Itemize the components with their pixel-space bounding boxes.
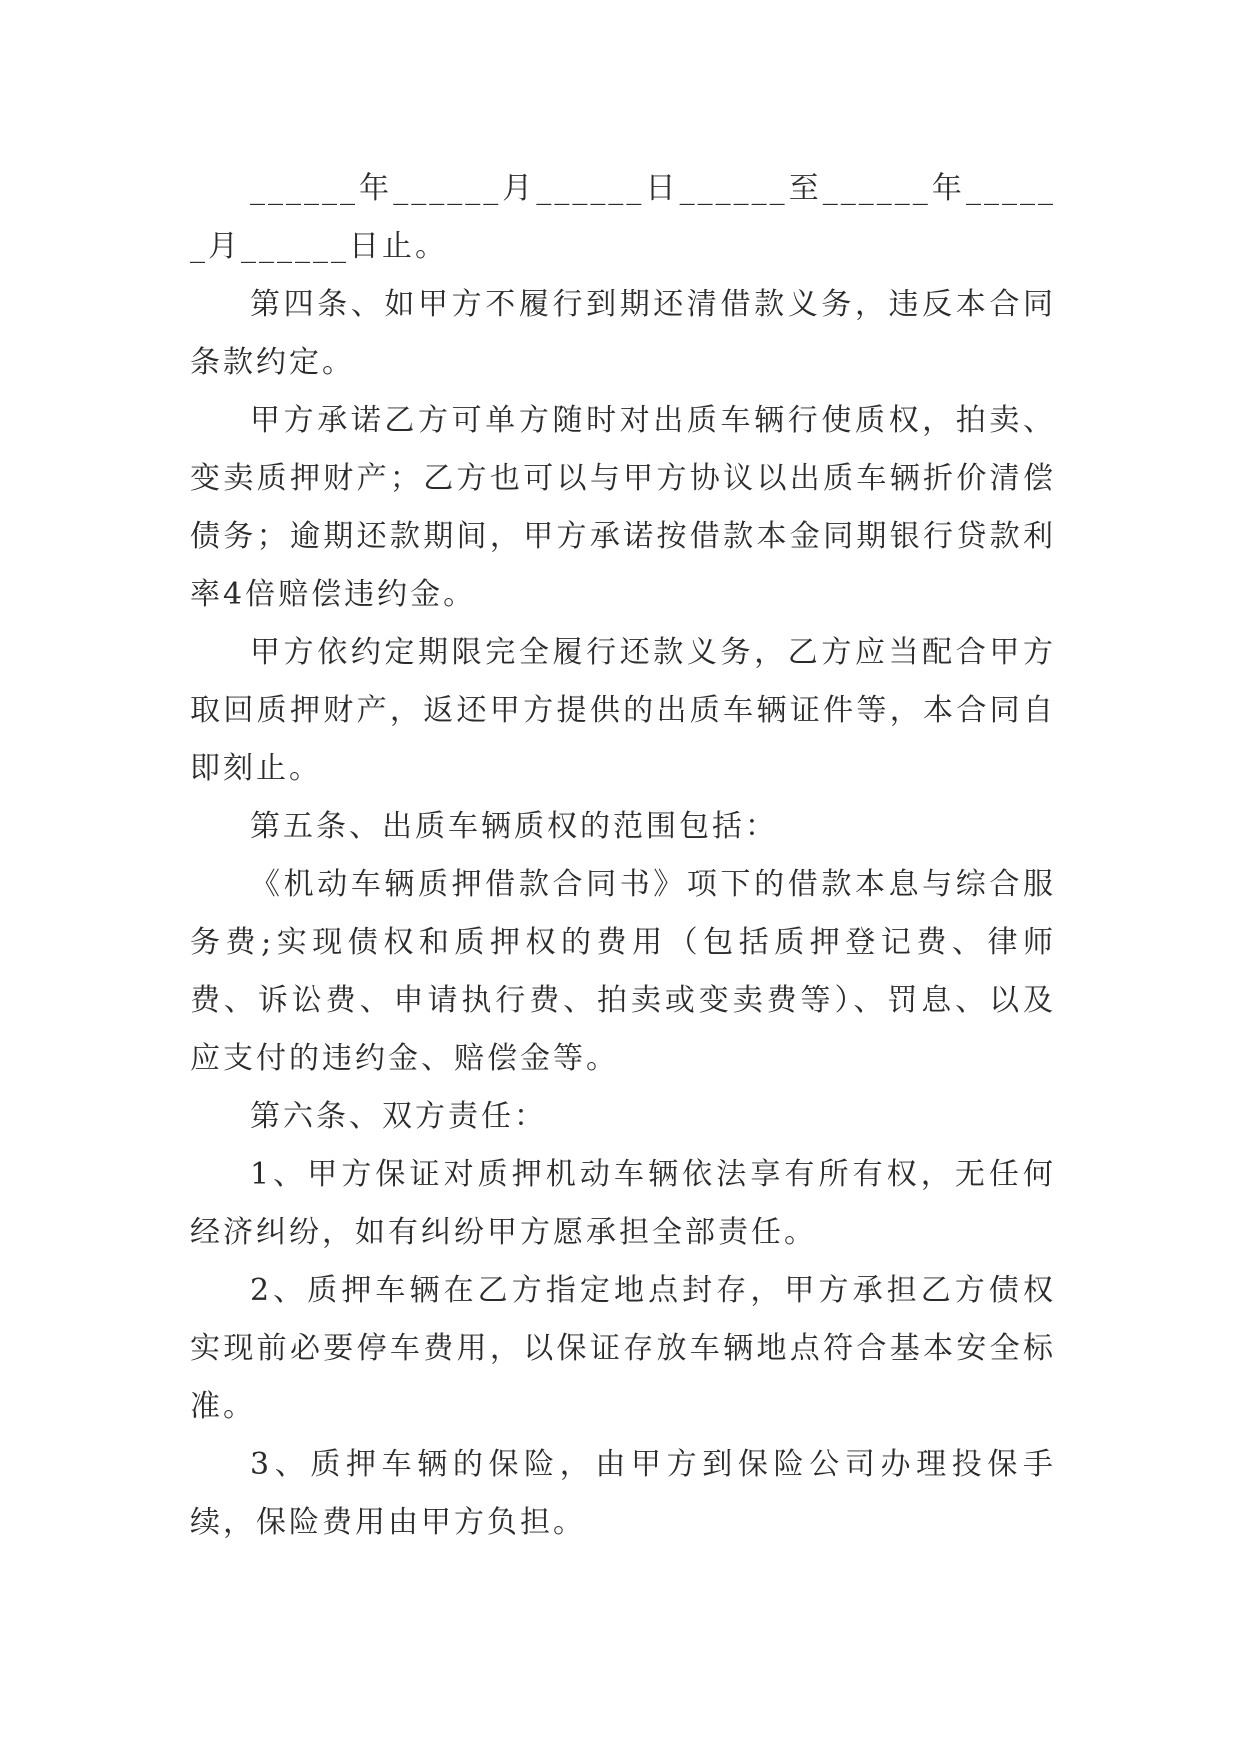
article-6-item-2: 2、质押车辆在乙方指定地点封存，甲方承担乙方债权实现前必要停车费用，以保证存放车辆地点符合基本安全标准。 xyxy=(190,1273,1056,1424)
article-4-clause-1: 甲方承诺乙方可单方随时对出质车辆行使质权，拍卖、变卖质押财产；乙方也可以与甲方协议以出质车辆折价清偿债务；逾期还款期间，甲方承诺按借款本金同期银行贷款利率4倍赔偿违约金。 xyxy=(190,403,1056,612)
article-6-item-3: 3、质押车辆的保险，由甲方到保险公司办理投保手续，保险费用由甲方负担。 xyxy=(190,1447,1056,1540)
date-range-line: ______年______月______日______至______年______月______日止。 xyxy=(190,171,1056,264)
article-4-clause-2: 甲方依约定期限完全履行还款义务，乙方应当配合甲方取回质押财产，返还甲方提供的出质车辆证件等，本合同自即刻止。 xyxy=(190,635,1056,786)
article-5-heading: 第五条、出质车辆质权的范围包括： xyxy=(250,809,778,844)
article-6-heading: 第六条、双方责任： xyxy=(250,1099,547,1134)
article-5-scope: 《机动车辆质押借款合同书》项下的借款本息与综合服务费;实现债权和质押权的费用（包括质押登记费、律师费、诉讼费、申请执行费、拍卖或变卖费等）、罚息、以及应支付的违约金、赔偿金等。 xyxy=(190,867,1056,1076)
article-4-heading: 第四条、如甲方不履行到期还清借款义务，违反本合同条款约定。 xyxy=(190,287,1056,380)
article-6-item-1: 1、甲方保证对质押机动车辆依法享有所有权，无任何经济纠纷，如有纠纷甲方愿承担全部责任。 xyxy=(190,1157,1056,1250)
document-body xyxy=(190,160,1056,1552)
